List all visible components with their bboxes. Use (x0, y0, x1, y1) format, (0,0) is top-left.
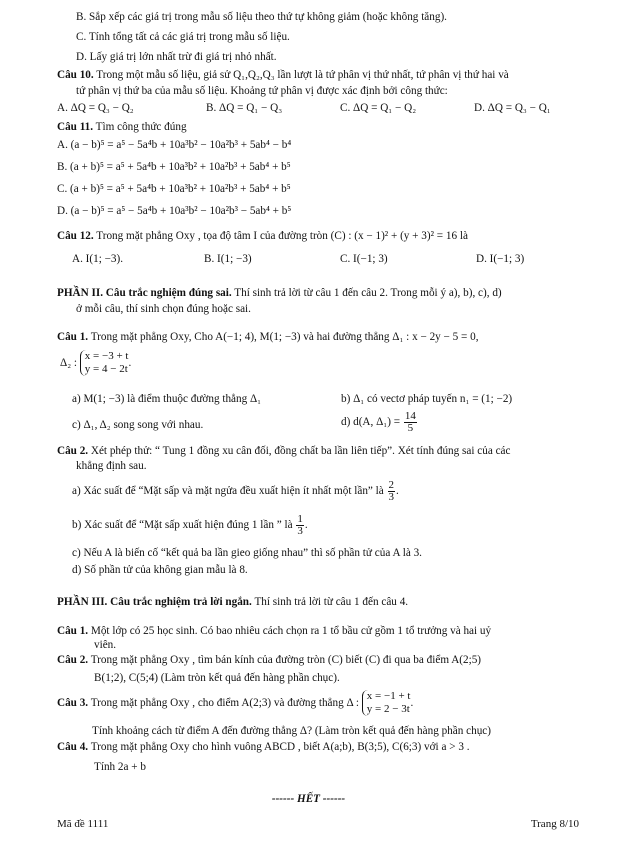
p2q2-statement-b: b) Xác suất để “Mặt sấp xuất hiện đúng 1 lần ” là $\frac{1}{3}$ . (72, 512, 308, 537)
question-12 (57, 229, 468, 243)
q10-option-d: D. ΔQ = Q₃ − Q₁ (474, 102, 551, 114)
question-11 (57, 120, 187, 134)
q10-option-a: A. ΔQ = Q₃ − Q₂ (57, 102, 134, 114)
option-d-range: D. Lấy giá trị lớn nhất trừ đi giá trị nhỏ nhất. (76, 51, 277, 63)
p2q2-statement-a: a) Xác suất để “Mặt sấp và mặt ngửa đều xuất hiện ít nhất một lần” là $\frac{2}{3}$ . (72, 478, 399, 503)
part-3-heading (57, 595, 408, 609)
part2-question-1 (57, 330, 479, 344)
question-label: Câu 4. (57, 741, 89, 753)
question-10-cont: tứ phân vị thứ ba của mẫu số liệu. Khoảng tứ phân vị được xác định bởi công thức: (76, 85, 448, 97)
part-description: Thí sinh trả lời từ câu 1 đến câu 4. (251, 596, 409, 608)
q10-option-c: C. ΔQ = Q₁ − Q₂ (340, 102, 417, 114)
exam-code: Mã đề 1111 (57, 818, 109, 830)
question-text: Xét phép thử: “ Tung 1 đồng xu cân đối, đồng chất ba lần liên tiếp”. Xét tính đúng sai của các (90, 445, 511, 457)
part3-question-2 (57, 653, 481, 667)
denominator: 5 (407, 421, 414, 434)
option-c-sum: C. Tính tổng tất cả các giá trị trong mẫu số liệu. (76, 31, 290, 43)
denominator: 3 (297, 524, 303, 537)
p2q1-statement-b: b) Δ₁ có vectơ pháp tuyến n₁ = (1; −2) (341, 393, 513, 405)
fraction (296, 514, 304, 537)
numerator: 14 (404, 409, 416, 422)
part-2-heading (57, 286, 502, 300)
question-label: Câu 2. (57, 654, 89, 666)
part3-question-3-cont: Tính khoảng cách từ điểm A đến đường thẳng Δ? (Làm tròn kết quả đến hàng phần chục) (92, 725, 491, 737)
q11-option-a: A. (a − b)⁵ = a⁵ − 5a⁴b + 10a³b² − 10a²b³ + 5ab⁴ − b⁴ (57, 139, 292, 151)
part3-question-4-cont: Tính 2a + b (94, 761, 146, 773)
question-text: Trong một mẫu số liệu, giả sử Q₁,Q₂,Q₃ lần lượt là tứ phân vị thứ nhất, tứ phân vị thứ hai và (96, 69, 509, 81)
question-label: Câu 12. (57, 230, 94, 242)
question-text: Trong mặt phẳng Oxy , cho điểm A(2;3) và đường thẳng Δ : (90, 697, 359, 709)
numerator: 1 (297, 512, 303, 525)
question-text: Trong mặt phẳng Oxy , tọa độ tâm I của đường tròn (C) : (x − 1)² + (y + 3)² = 16 là (96, 230, 468, 242)
part-title: PHẦN II. Câu trắc nghiệm đúng sai. (57, 287, 232, 299)
option-b-sort: B. Sắp xếp các giá trị trong mẫu số liệu theo thứ tự không giảm (hoặc không tăng). (76, 11, 447, 23)
question-10 (57, 68, 509, 82)
part2-question-2-cont: khẳng định sau. (76, 460, 147, 472)
q12-option-b: B. I(1; −3) (204, 253, 252, 265)
part-title: PHẦN III. Câu trắc nghiệm trả lời ngắn. (57, 596, 252, 608)
delta2-system: Δ₂ : x = −3 + t y = 4 − 2t . (60, 350, 132, 376)
end-marker: ------ HẾT ------ (271, 793, 346, 805)
p2q2-statement-c: c) Nếu A là biến cố “kết quả ba lần gieo giống nhau” thì số phần tử của A là 3. (72, 547, 422, 559)
p2q1-statement-c: c) Δ₁, Δ₂ song song với nhau. (72, 419, 204, 431)
q12-option-a: A. I(1; −3). (72, 253, 124, 265)
q10-option-b: B. ΔQ = Q₁ − Q₃ (206, 102, 283, 114)
question-text: Tìm công thức đúng (95, 121, 187, 133)
page-number: Trang 8/10 (530, 818, 579, 830)
part-2-desc-cont: ở mỗi câu, thí sinh chọn đúng hoặc sai. (76, 303, 251, 315)
question-label: Câu 11. (57, 121, 94, 133)
question-label: Câu 1. (57, 625, 89, 637)
system-line-2: y = 4 − 2t (84, 363, 128, 376)
question-label: Câu 3. (57, 697, 89, 709)
q11-option-d: D. (a − b)⁵ = a⁵ − 5a⁴b + 10a³b² − 10a²b³ − 5ab⁴ + b⁵ (57, 205, 292, 217)
q11-option-b: B. (a + b)⁵ = a⁵ + 5a⁴b + 10a³b² + 10a²b³ + 5ab⁴ + b⁵ (57, 161, 291, 173)
part3-question-2-cont: B(1;2), C(5;4) (Làm tròn kết quả đến hàng phần chục). (94, 672, 340, 684)
question-text: Một lớp có 25 học sinh. Có bao nhiêu cách chọn ra 1 tổ bầu cử gồm 1 tổ trưởng và hai uỷ (90, 625, 492, 637)
part3-question-1 (57, 624, 491, 638)
question-label: Câu 10. (57, 69, 94, 81)
delta2-label: Δ₂ : (60, 357, 77, 369)
p2q2-statement-d: d) Số phần tử của không gian mẫu là 8. (72, 564, 248, 576)
part3-question-3: Câu 3. Trong mặt phẳng Oxy , cho điểm A(2;3) và đường thẳng Δ : x = −1 + t y = 2 − 3t . (57, 690, 414, 716)
equation-system (80, 350, 129, 376)
equation-system (362, 690, 411, 716)
p2q1-statement-a: a) M(1; −3) là điểm thuộc đường thẳng Δ₁ (72, 393, 262, 405)
question-label: Câu 1. (57, 331, 89, 343)
part-description: Thí sinh trả lời từ câu 1 đến câu 2. Trong mỗi ý a), b), c), d) (231, 287, 502, 299)
part3-question-4 (57, 740, 470, 754)
statement-text: d) d(A, Δ₁) = (341, 416, 401, 428)
system-line-1: x = −1 + t (366, 690, 411, 703)
statement-text: a) Xác suất để “Mặt sấp và mặt ngửa đều xuất hiện ít nhất một lần” là (72, 485, 384, 497)
part3-question-1-cont: viên. (94, 639, 117, 651)
system-line-1: x = −3 + t (84, 350, 129, 363)
fraction (404, 411, 417, 434)
question-text: Trong mặt phẳng Oxy , tìm bán kính của đường tròn (C) biết (C) đi qua ba điểm A(2;5) (90, 654, 482, 666)
numerator: 2 (388, 478, 395, 491)
part2-question-2 (57, 444, 511, 458)
q12-option-c: C. I(−1; 3) (340, 253, 388, 265)
fraction (388, 480, 396, 503)
q11-option-c: C. (a + b)⁵ = a⁵ + 5a⁴b + 10a³b² + 10a²b³ + 5ab⁴ + b⁵ (57, 183, 291, 195)
q12-option-d: D. I(−1; 3) (476, 253, 525, 265)
question-text: Trong mặt phẳng Oxy, Cho A(−1; 4), M(1; −3) và hai đường thẳng Δ₁ : x − 2y − 5 = 0, (90, 331, 479, 343)
question-label: Câu 2. (57, 445, 89, 457)
question-text: Trong mặt phẳng Oxy cho hình vuông ABCD , biết A(a;b), B(3;5), C(6;3) với a > 3 . (90, 741, 470, 753)
statement-text: b) Xác suất để “Mặt sấp xuất hiện đúng 1 lần ” là (72, 519, 293, 531)
p2q1-statement-d (341, 409, 418, 435)
system-line-2: y = 2 − 3t (366, 703, 410, 716)
denominator: 3 (388, 490, 395, 503)
